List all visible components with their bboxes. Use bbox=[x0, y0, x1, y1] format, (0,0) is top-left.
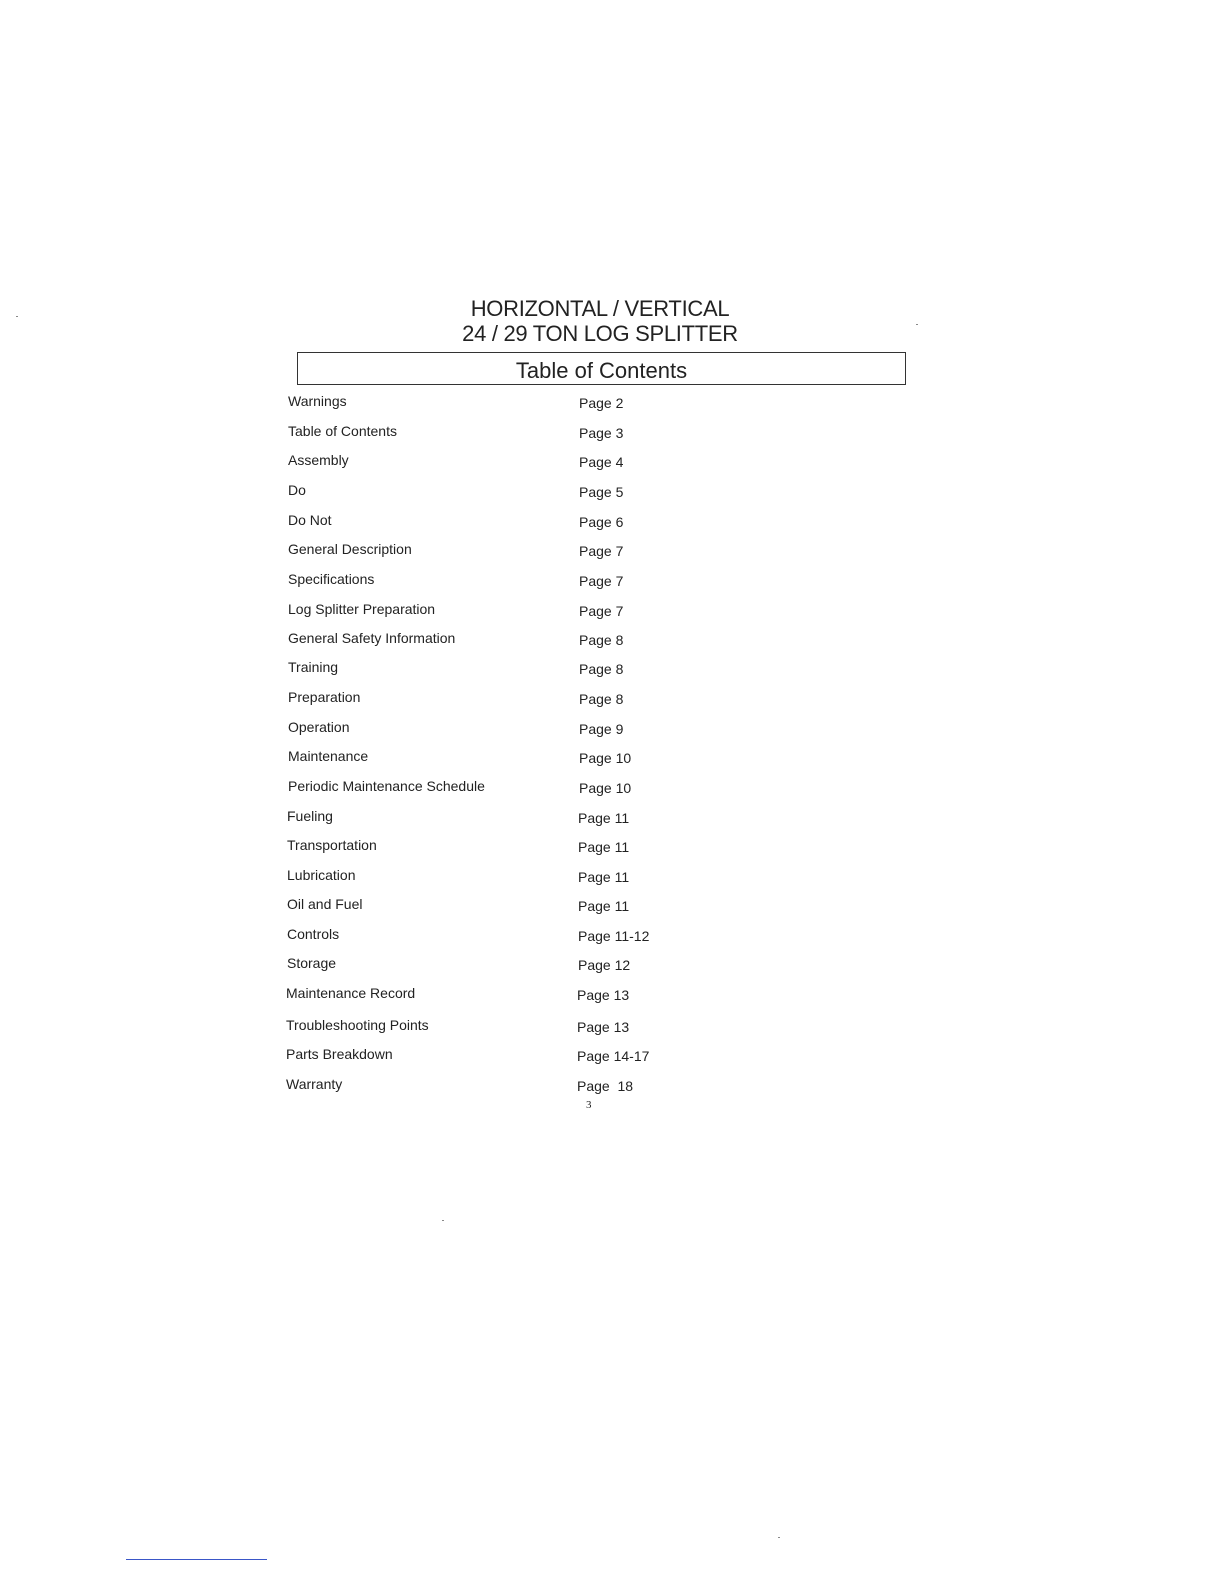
toc-entry-title: General Safety Information bbox=[288, 630, 456, 646]
toc-entry-title: Training bbox=[288, 659, 339, 675]
toc-entry-title: Periodic Maintenance Schedule bbox=[288, 778, 485, 794]
scan-speck bbox=[916, 324, 918, 325]
toc-entry bbox=[0, 778, 1224, 800]
toc-entry-page: Page 10 bbox=[579, 780, 632, 796]
toc-entry bbox=[0, 867, 1224, 889]
toc-entry-title: Fueling bbox=[287, 808, 333, 824]
toc-entry-title: Warranty bbox=[286, 1076, 343, 1092]
toc-entry-page: Page 11 bbox=[578, 839, 630, 855]
document-title-line-2: 24 / 29 TON LOG SPLITTER bbox=[462, 321, 738, 346]
page-number: 3 bbox=[586, 1099, 592, 1111]
toc-entry-title: Preparation bbox=[288, 689, 361, 705]
toc-entry-title: Maintenance Record bbox=[286, 985, 416, 1001]
toc-entry-title: Lubrication bbox=[287, 867, 356, 883]
toc-entry-page: Page 4 bbox=[579, 454, 624, 470]
toc-entry-page: Page 11-12 bbox=[578, 928, 650, 944]
toc-entry bbox=[0, 541, 1224, 563]
toc-entry bbox=[0, 571, 1224, 593]
scan-speck bbox=[16, 316, 18, 317]
toc-entry-page: Page 14-17 bbox=[577, 1048, 650, 1064]
toc-entry-title: Assembly bbox=[288, 452, 349, 468]
toc-entry bbox=[0, 1046, 1224, 1068]
toc-entry-title: Do Not bbox=[288, 512, 332, 528]
toc-entry-title: Specifications bbox=[288, 571, 375, 587]
toc-entry bbox=[0, 482, 1224, 504]
toc-entry bbox=[0, 512, 1224, 534]
toc-entry bbox=[0, 985, 1224, 1007]
toc-entry bbox=[0, 837, 1224, 859]
toc-entry-page: Page 2 bbox=[579, 395, 624, 411]
toc-entry-page: Page 9 bbox=[579, 721, 624, 737]
toc-entry bbox=[0, 926, 1224, 948]
footer-rule bbox=[126, 1559, 267, 1560]
toc-entry-page: Page 11 bbox=[578, 810, 630, 826]
toc-entry-page: Page 13 bbox=[577, 1019, 630, 1035]
toc-entry-page: Page 18 bbox=[577, 1078, 634, 1094]
toc-entry-page: Page 8 bbox=[579, 661, 624, 677]
toc-entry-title: General Description bbox=[288, 541, 412, 557]
toc-entry-title: Storage bbox=[287, 955, 337, 971]
toc-entry-title: Controls bbox=[287, 926, 340, 942]
toc-entry-page: Page 13 bbox=[577, 987, 630, 1003]
toc-entry-page: Page 12 bbox=[578, 957, 631, 973]
toc-entry bbox=[0, 719, 1224, 741]
table-of-contents-heading-box bbox=[297, 352, 906, 385]
toc-entry bbox=[0, 601, 1224, 623]
toc-entry bbox=[0, 659, 1224, 681]
scan-speck bbox=[442, 1220, 444, 1221]
toc-entry bbox=[0, 808, 1224, 830]
toc-entry bbox=[0, 896, 1224, 918]
table-of-contents-heading: Table of Contents bbox=[515, 358, 688, 383]
toc-entry bbox=[0, 1076, 1224, 1098]
toc-entry-page: Page 5 bbox=[579, 484, 624, 500]
toc-entry bbox=[0, 393, 1224, 415]
toc-entry bbox=[0, 452, 1224, 474]
toc-entry-title: Table of Contents bbox=[288, 423, 397, 439]
toc-entry bbox=[0, 1017, 1224, 1039]
toc-entry-title: Do bbox=[288, 482, 306, 498]
toc-entry-page: Page 11 bbox=[578, 869, 630, 885]
toc-entry bbox=[0, 630, 1224, 652]
scan-speck bbox=[778, 1537, 780, 1538]
toc-entry-title: Operation bbox=[288, 719, 350, 735]
toc-entry-page: Page 8 bbox=[579, 632, 624, 648]
toc-entry-page: Page 7 bbox=[579, 543, 624, 559]
toc-entry-title: Maintenance bbox=[288, 748, 369, 764]
toc-entry-title: Warnings bbox=[288, 393, 347, 409]
toc-entry-page: Page 7 bbox=[579, 573, 624, 589]
toc-entry-page: Page 10 bbox=[579, 750, 632, 766]
toc-entry-title: Log Splitter Preparation bbox=[288, 601, 436, 617]
toc-entry bbox=[0, 748, 1224, 770]
toc-entry-title: Troubleshooting Points bbox=[286, 1017, 429, 1033]
toc-entry-page: Page 3 bbox=[579, 425, 624, 441]
document-title-line-1: HORIZONTAL / VERTICAL bbox=[470, 296, 730, 321]
toc-entry bbox=[0, 689, 1224, 711]
toc-entry-page: Page 8 bbox=[579, 691, 624, 707]
toc-entry bbox=[0, 423, 1224, 445]
toc-entry-page: Page 11 bbox=[578, 898, 630, 914]
toc-entry-page: Page 7 bbox=[579, 603, 624, 619]
toc-entry-page: Page 6 bbox=[579, 514, 624, 530]
toc-entry bbox=[0, 955, 1224, 977]
toc-entry-title: Transportation bbox=[287, 837, 377, 853]
toc-entry-title: Oil and Fuel bbox=[287, 896, 363, 912]
toc-entry-title: Parts Breakdown bbox=[286, 1046, 393, 1062]
